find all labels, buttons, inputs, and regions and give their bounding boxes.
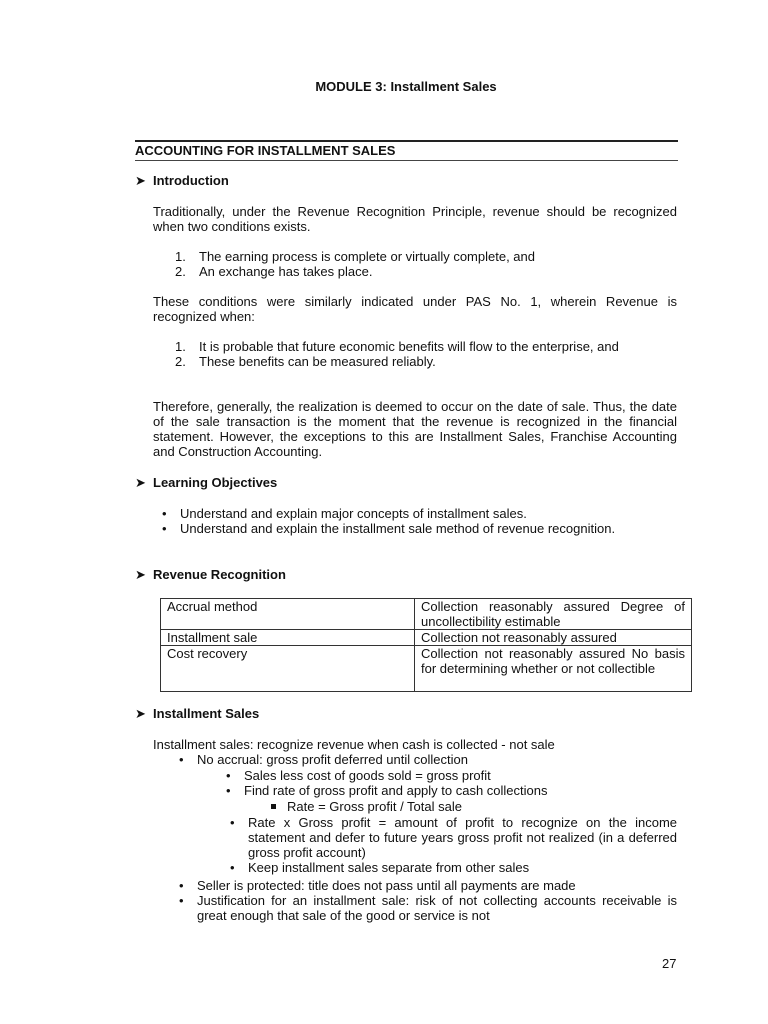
installment-sales-sublist-2 [265,799,677,814]
list-item: 1. The earning process is complete or virtually complete, and [175,249,535,264]
list-item: Rate = Gross profit / Total sale [265,799,677,814]
table-cell-description: Collection reasonably assured Degree of uncollectibility estimable [415,599,692,630]
revenue-recognition-heading-text: Revenue Recognition [153,567,286,582]
list-item: 1. It is probable that future economic benefits will flow to the enterprise, and [175,339,619,354]
table-cell-method: Cost recovery [161,646,415,692]
list-item: • Rate x Gross profit = amount of profit to recognize on the income statement and defer to future years gross profit not realized (in a deferred gross profit account) [230,815,677,860]
conditions-list-2 [175,339,677,369]
conditions-list-1 [175,249,677,279]
introduction-heading-text: Introduction [153,173,229,188]
arrow-bullet-icon: ➤ [135,567,146,582]
list-item: • Understand and explain the installment sale method of revenue recognition. [162,521,616,536]
revenue-recognition-heading [135,567,286,583]
table-row [161,599,692,630]
list-item: • Justification for an installment sale: risk of not collecting accounts receivable is great enough that sale of the good or service is not [179,893,677,923]
list-item: • No accrual: gross profit deferred until collection [179,752,468,767]
list-item: • Seller is protected: title does not pass until all payments are made [179,878,576,893]
table-row [161,646,692,692]
installment-sales-sublist-3 [226,815,677,875]
table-cell-description: Collection not reasonably assured [415,630,692,646]
introduction-paragraph-3: Therefore, generally, the realization is deemed to occur on the date of sale. Thus, the date of the sale transaction is the moment that the revenue is recognized in the financial statement. However, the exceptions to this are Installment Sales, Franchise Accounting and Construction Accounting. [153,399,677,459]
list-item: 2. These benefits can be measured reliably. [175,354,436,369]
installment-sales-sublist-1 [222,768,677,798]
learning-objectives-heading [135,475,277,491]
installment-sales-intro: Installment sales: recognize revenue when cash is collected - not sale [153,737,555,752]
installment-sales-bullet-1 [175,752,677,767]
installment-sales-bullet-2 [175,878,677,923]
learning-objectives-list [158,506,677,536]
list-item: • Keep installment sales separate from other sales [230,860,530,875]
list-item: 2. An exchange has takes place. [175,264,373,279]
list-item: • Find rate of gross profit and apply to cash collections [226,783,548,798]
introduction-paragraph-1: Traditionally, under the Revenue Recognition Principle, revenue should be recognized when two conditions exists. [153,204,677,234]
module-title: MODULE 3: Installment Sales [315,79,497,94]
table-cell-description: Collection not reasonably assured No basis for determining whether or not collectible [415,646,692,692]
introduction-heading [135,173,229,189]
learning-objectives-heading-text: Learning Objectives [153,475,278,490]
list-item: • Understand and explain major concepts of installment sales. [162,506,527,521]
table-row [161,630,692,646]
revenue-recognition-table [160,598,692,692]
arrow-bullet-icon: ➤ [135,706,146,721]
installment-sales-heading-text: Installment Sales [153,706,260,721]
table-cell-method: Installment sale [161,630,415,646]
list-item: • Sales less cost of goods sold = gross profit [226,768,491,783]
arrow-bullet-icon: ➤ [135,475,146,490]
table-cell-method: Accrual method [161,599,415,630]
section-title: ACCOUNTING FOR INSTALLMENT SALES [135,140,678,161]
arrow-bullet-icon: ➤ [135,173,146,188]
introduction-paragraph-2: These conditions were similarly indicated under PAS No. 1, wherein Revenue is recognized when: [153,294,677,324]
page-number: 27 [662,956,677,971]
installment-sales-heading [135,706,259,722]
